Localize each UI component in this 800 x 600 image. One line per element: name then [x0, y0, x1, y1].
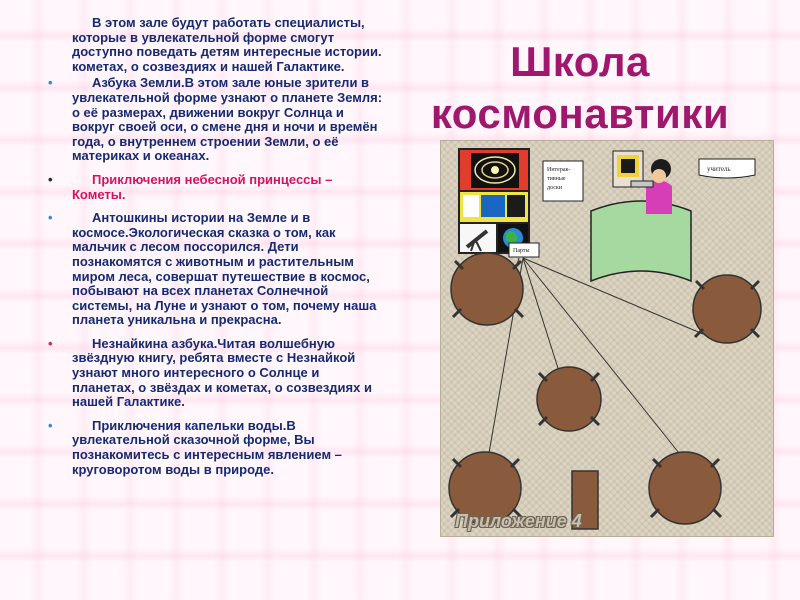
svg-text:тивные: тивные: [547, 176, 566, 182]
program-list: [40, 76, 385, 477]
bullet-icon: •: [48, 171, 53, 187]
list-item: [40, 211, 385, 328]
list-item: [40, 337, 385, 410]
bullet-icon: •: [48, 335, 53, 351]
list-item: [40, 76, 385, 164]
svg-text:Интерак-: Интерак-: [547, 167, 571, 173]
round-table: [693, 275, 761, 343]
svg-text:Парты: Парты: [513, 248, 530, 254]
teacher-label-box: [699, 159, 755, 178]
galaxy-picture: [459, 149, 529, 223]
list-item-text: Незнайкина азбука.Читая волшебную звёздную книгу, ребята вместе с Незнайкой узнают много интересного о Солнце и планетах, о звёздах и кометах, о созвездиях и нашей Галактике.: [72, 335, 372, 410]
room-plan: [440, 140, 774, 537]
svg-text:учитель: учитель: [707, 165, 731, 173]
list-item: [40, 419, 385, 477]
teacher-desk: [591, 151, 691, 281]
text-column: [40, 16, 385, 486]
round-table: [537, 367, 601, 431]
round-table: [649, 452, 721, 524]
list-item: [40, 173, 385, 202]
bullet-icon: •: [48, 75, 53, 91]
list-item-text: Приключения небесной принцессы – Кометы.: [72, 171, 333, 202]
room-plan-drawing: [441, 141, 773, 536]
desks-label-box: [509, 243, 539, 257]
slide-title: Школа космонавтики: [430, 38, 730, 137]
bullet-icon: •: [48, 210, 53, 226]
list-item-text: Азбука Земли.В этом зале юные зрители в увлекательной форме узнают о планете Земля: о её размерах, движении вокруг Солнца и вокруг своей оси, о смене дня и ночи и времён года, о внутреннем строении Земли, о её материках и океанах.: [72, 75, 383, 164]
svg-text:доски: доски: [547, 185, 562, 191]
list-item-text: Антошкины истории на Земле и в космосе.Экологическая сказка о том, как мальчик с лесом поссорился. Дети познакомятся с животным и растительным миром леса, совершат путешествие в космос, побывают на всех планетах Солнечной системы, на Луне и узнают о том, почему наша планета уникальна и прекрасна.: [72, 210, 377, 328]
plan-caption: Приложение 4: [455, 511, 582, 531]
bullet-icon: •: [48, 417, 53, 433]
intro-paragraph: В этом зале будут работать специалисты, которые в увлекательной форме смогут доступно поведать детям интересные истории. кометах, о созвездиях и нашей Галактике.: [72, 15, 382, 74]
interactive-boards-note: [543, 161, 583, 201]
list-item-text: Приключения капельки воды.В увлекательной сказочной форме, Вы познакомитесь с интересным явлением – круговоротом воды в природе.: [72, 417, 342, 477]
round-table: [451, 253, 523, 325]
